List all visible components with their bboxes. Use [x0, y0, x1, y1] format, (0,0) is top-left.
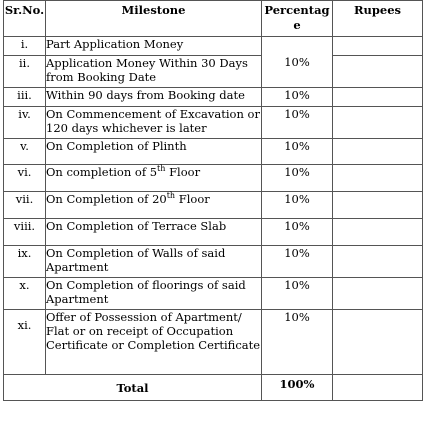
row-sr: v. — [4, 139, 46, 165]
row-sr: ix. — [4, 246, 46, 278]
row-percentage: 10% — [262, 165, 333, 192]
row-milestone — [46, 192, 262, 219]
row-rupees — [333, 310, 423, 375]
row-milestone: Within 90 days from Booking date — [46, 88, 262, 107]
row-percentage: 10% — [262, 107, 333, 139]
row-sr: x. — [4, 278, 46, 310]
payment-schedule-table — [3, 0, 423, 401]
row-percentage: 10% — [262, 246, 333, 278]
row-sr: iv. — [4, 107, 46, 139]
row-rupees — [333, 107, 423, 139]
row-milestone: On Completion of Plinth — [46, 139, 262, 165]
row-sr: i. — [4, 37, 46, 56]
row-sr: iii. — [4, 88, 46, 107]
table-row — [4, 278, 423, 310]
row-sr: vii. — [4, 192, 46, 219]
row-percentage: 10% — [262, 37, 333, 88]
row-milestone: On Completion of floorings of said Apartment — [46, 278, 262, 310]
row-sr: xi. — [4, 310, 46, 375]
milestone-text: On Completion of 20 — [46, 192, 167, 206]
header-rupees: Rupees — [333, 1, 423, 37]
table-row — [4, 165, 423, 192]
table-header-row — [4, 1, 423, 37]
row-milestone: On Completion of Walls of said Apartment — [46, 246, 262, 278]
row-rupees — [333, 165, 423, 192]
row-rupees — [333, 219, 423, 246]
row-percentage: 10% — [262, 278, 333, 310]
table-row — [4, 88, 423, 107]
header-sr-no: Sr.No. — [4, 1, 46, 37]
milestone-text: Floor — [165, 165, 201, 179]
row-milestone — [46, 165, 262, 192]
row-sr: vi. — [4, 165, 46, 192]
row-percentage: 10% — [262, 310, 333, 375]
header-percentage: Percentage — [262, 1, 333, 37]
row-percentage: 10% — [262, 192, 333, 219]
row-percentage: 10% — [262, 219, 333, 246]
table-row — [4, 139, 423, 165]
row-rupees — [333, 88, 423, 107]
milestone-text: Floor — [175, 192, 210, 206]
total-percentage: 100% — [262, 375, 333, 401]
table-row — [4, 56, 423, 88]
table-row — [4, 310, 423, 375]
row-rupees — [333, 56, 423, 88]
table-row — [4, 219, 423, 246]
ordinal-suffix: th — [157, 164, 166, 174]
row-milestone: On Completion of Terrace Slab — [46, 219, 262, 246]
total-label: Total — [4, 375, 262, 401]
total-rupees — [333, 375, 423, 401]
table-row — [4, 246, 423, 278]
ordinal-suffix: th — [166, 191, 176, 201]
row-milestone: Part Application Money — [46, 37, 262, 56]
total-row — [4, 375, 423, 401]
row-rupees — [333, 139, 423, 165]
row-rupees — [333, 37, 423, 56]
row-rupees — [333, 278, 423, 310]
row-rupees — [333, 246, 423, 278]
row-sr: ii. — [4, 56, 46, 88]
row-milestone: Application Money Within 30 Days from Booking Date — [46, 56, 262, 88]
row-milestone: Offer of Possession of Apartment/ Flat or on receipt of Occupation Certificate or Completion Certificate — [46, 310, 262, 375]
header-milestone: Milestone — [46, 1, 262, 37]
row-percentage: 10% — [262, 139, 333, 165]
milestone-text: On completion of 5 — [46, 165, 158, 179]
row-milestone: On Commencement of Excavation or 120 days whichever is later — [46, 107, 262, 139]
table-row — [4, 37, 423, 56]
table-row — [4, 107, 423, 139]
row-percentage: 10% — [262, 88, 333, 107]
row-rupees — [333, 192, 423, 219]
table-row — [4, 192, 423, 219]
row-sr: viii. — [4, 219, 46, 246]
